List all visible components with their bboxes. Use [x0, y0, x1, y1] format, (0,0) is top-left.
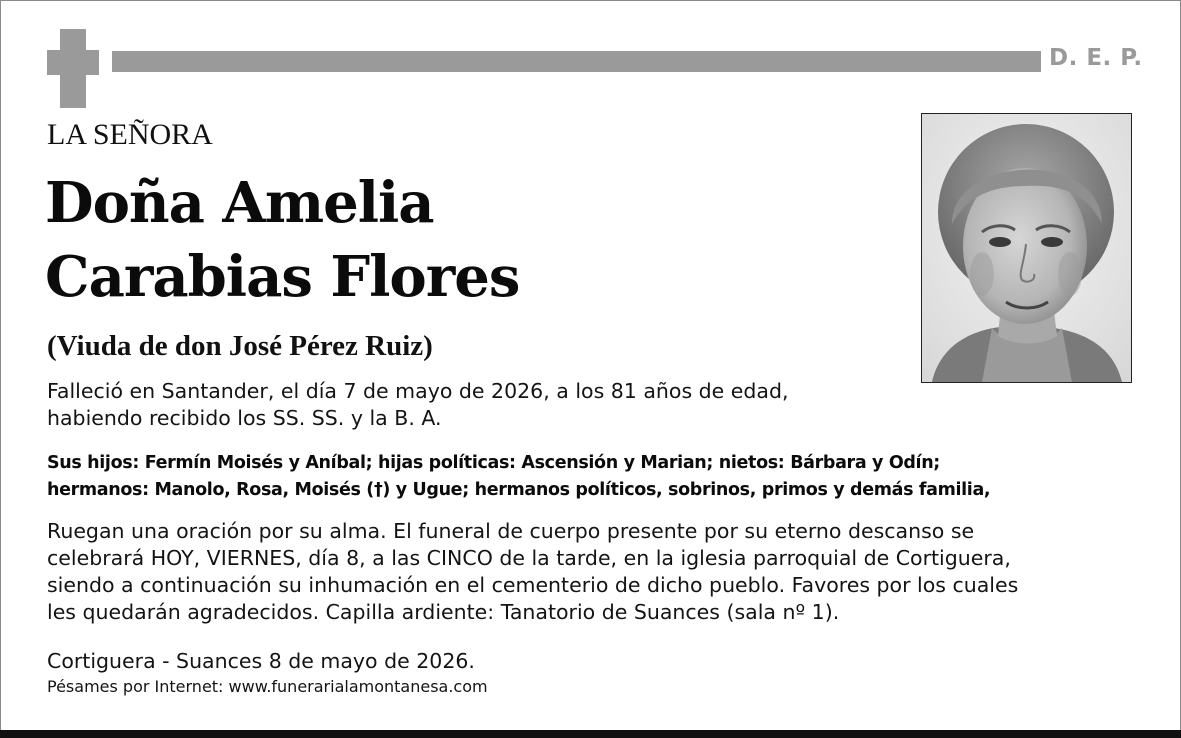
deceased-name [45, 166, 519, 314]
web-condolences: Pésames por Internet: www.funerarialamontanesa.com [47, 677, 488, 696]
deceased-name-line2: Carabias Flores [45, 244, 520, 310]
header-bar [112, 51, 1041, 72]
portrait-image [922, 114, 1131, 382]
ceremony-line3: siendo a continuación su inhumación en el cementerio de dicho pueblo. Favores por los cuales [47, 573, 1019, 597]
family-line1: Sus hijos: Fermín Moisés y Aníbal; hijas políticas: Ascensión y Marian; nietos: Bárbara y Odín; [47, 453, 940, 473]
ceremony-line2: celebrará HOY, VIERNES, día 8, a las CINCO de la tarde, en la iglesia parroquial de Cortiguera, [47, 546, 1011, 570]
widow-note: (Viuda de don José Pérez Ruiz) [47, 330, 433, 362]
death-notice [47, 378, 789, 432]
ceremony-details [47, 518, 1018, 626]
cross-icon [47, 29, 99, 108]
family-list [47, 450, 990, 504]
death-notice-line1: Falleció en Santander, el día 7 de mayo de 2026, a los 81 años de edad, [47, 379, 789, 403]
bottom-rule [0, 730, 1181, 738]
portrait-photo [921, 113, 1132, 383]
deceased-name-line1: Doña Amelia [45, 170, 434, 236]
place-date: Cortiguera - Suances 8 de mayo de 2026. [47, 649, 475, 673]
honorific: LA SEÑORA [47, 118, 213, 151]
dep-label: D. E. P. [1049, 45, 1143, 71]
ceremony-line4: les quedarán agradecidos. Capilla ardiente: Tanatorio de Suances (sala nº 1). [47, 600, 840, 624]
death-notice-line2: habiendo recibido los SS. SS. y la B. A. [47, 406, 442, 430]
ceremony-line1: Ruegan una oración por su alma. El funeral de cuerpo presente por su eterno descanso se [47, 519, 975, 543]
family-line2: hermanos: Manolo, Rosa, Moisés (†) y Ugue; hermanos políticos, sobrinos, primos y demás familia, [47, 480, 991, 500]
